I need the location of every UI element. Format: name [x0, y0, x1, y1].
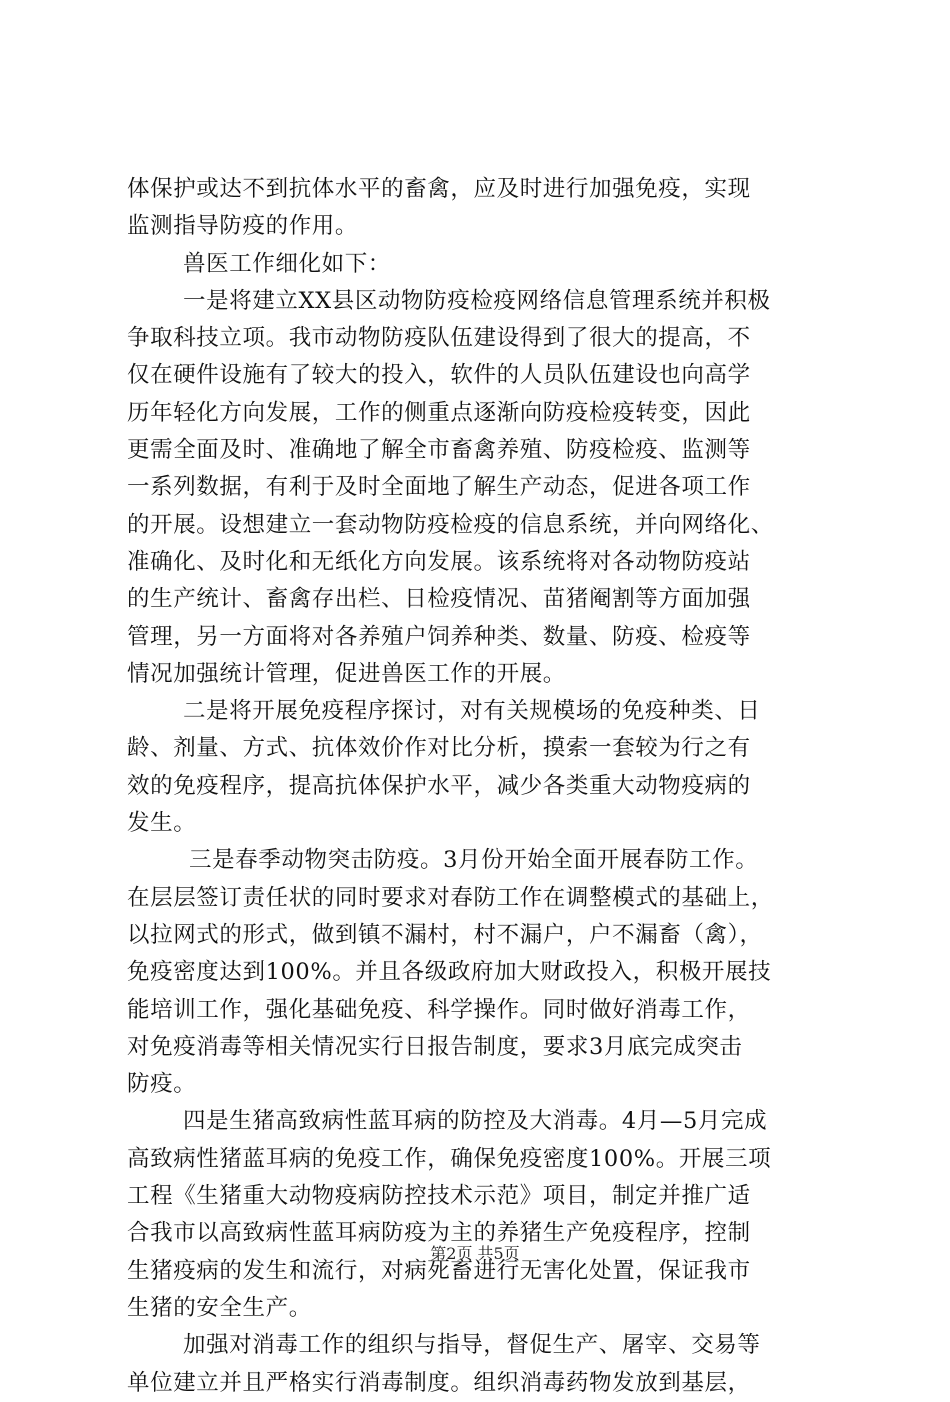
text-line: 高致病性猪蓝耳病的免疫工作，确保免疫密度100%。开展三项 — [127, 1145, 772, 1172]
text-line: 争取科技立项。我市动物防疫队伍建设得到了很大的提高，不 — [127, 325, 751, 352]
text-line: 合我市以高致病性蓝耳病防疫为主的养猪生产免疫程序，控制 — [127, 1220, 751, 1247]
paragraph-start-line: 一是将建立XX县区动物防疫检疫网络信息管理系统并积极 — [183, 287, 771, 314]
text-line: 生猪的安全生产。 — [127, 1294, 312, 1321]
text-line: 防疫。 — [127, 1071, 197, 1098]
text-line: 情况加强统计管理，促进兽医工作的开展。 — [127, 660, 566, 687]
paragraph-start-line: 二是将开展免疫程序探讨，对有关规模场的免疫种类、日 — [183, 698, 761, 725]
text-line: 管理，另一方面将对各养殖户饲养种类、数量、防疫、检疫等 — [127, 623, 751, 650]
text-line: 能培训工作，强化基础免疫、科学操作。同时做好消毒工作， — [127, 996, 751, 1023]
text-line: 一系列数据，有利于及时全面地了解生产动态，促进各项工作 — [127, 474, 751, 501]
text-line: 准确化、及时化和无纸化方向发展。该系统将对各动物防疫站 — [127, 548, 751, 575]
text-line: 以拉网式的形式，做到镇不漏村，村不漏户，户不漏畜（禽）， — [127, 921, 763, 948]
text-line: 龄、剂量、方式、抗体效价作对比分析，摸索一套较为行之有 — [127, 735, 751, 762]
document-body — [127, 171, 832, 1402]
text-line: 发生。 — [127, 810, 197, 837]
text-line: 的开展。设想建立一套动物防疫检疫的信息系统，并向网络化、 — [127, 511, 774, 538]
text-line: 在层层签订责任状的同时要求对春防工作在调整模式的基础上， — [127, 884, 774, 911]
paragraph-start-line: 兽医工作细化如下： — [183, 250, 391, 277]
text-line: 历年轻化方向发展，工作的侧重点逐渐向防疫检疫转变，因此 — [127, 399, 751, 426]
text-line: 单位建立并且严格实行消毒制度。组织消毒药物发放到基层， — [127, 1369, 751, 1396]
text-line: 对免疫消毒等相关情况实行日报告制度，要求3月底完成突击 — [127, 1033, 743, 1060]
text-line: 更需全面及时、准确地了解全市畜禽养殖、防疫检疫、监测等 — [127, 437, 751, 464]
text-line: 体保护或达不到抗体水平的畜禽，应及时进行加强免疫，实现 — [127, 176, 751, 202]
page-number-footer: 第2页 共5页 — [430, 1244, 520, 1263]
paragraph-start-line: 三是春季动物突击防疫。3月份开始全面开展春防工作。 — [189, 847, 759, 874]
text-line: 生猪疫病的发生和流行，对病死畜进行无害化处置，保证我市 — [127, 1257, 751, 1284]
text-line: 的生产统计、畜禽存出栏、日检疫情况、苗猪阉割等方面加强 — [127, 586, 751, 613]
text-line: 监测指导防疫的作用。 — [127, 213, 359, 240]
text-line: 仅在硬件设施有了较大的投入，软件的人员队伍建设也向高学 — [127, 362, 751, 389]
paragraph-start-line: 加强对消毒工作的组织与指导，督促生产、屠宰、交易等 — [183, 1332, 761, 1359]
paragraph-start-line: 四是生猪高致病性蓝耳病的防控及大消毒。4月—5月完成 — [183, 1108, 768, 1135]
text-line: 效的免疫程序，提高抗体保护水平，减少各类重大动物疫病的 — [127, 772, 751, 799]
text-line: 免疫密度达到100%。并且各级政府加大财政投入，积极开展技 — [127, 959, 772, 986]
text-line: 工程《生猪重大动物疫病防控技术示范》项目，制定并推广适 — [127, 1183, 751, 1210]
